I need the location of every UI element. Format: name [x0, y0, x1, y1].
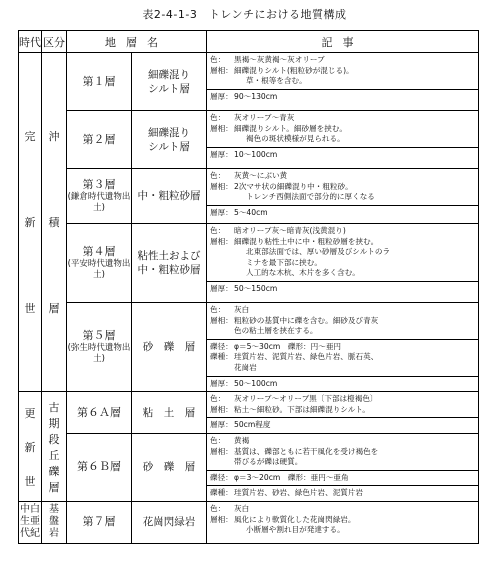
- division-char: 丘: [48, 448, 60, 462]
- description-label: 礫種：: [210, 352, 233, 362]
- description-text: トレンチ西側法面で部分的に厚くなる: [246, 192, 375, 202]
- description-separator: [207, 417, 478, 418]
- description-label: 層厚：: [210, 378, 233, 388]
- description-label: 層相：: [210, 446, 233, 456]
- layer-description: [207, 433, 479, 501]
- layer-label: 第２層: [67, 111, 132, 169]
- layer-name: 粘 土 層: [132, 392, 207, 434]
- era-char: 完: [24, 130, 36, 144]
- division-char: 礫: [48, 464, 60, 478]
- description-label: 色：: [210, 55, 226, 64]
- description-line: [210, 150, 478, 161]
- description-line: [210, 473, 478, 484]
- description-label: 層相：: [210, 315, 233, 325]
- description-text: 暗オリーブ灰～暗青灰(浅黄混り): [234, 226, 346, 235]
- era-char: 新: [24, 216, 36, 230]
- description-text: 帯びるが礫は硬質。: [234, 457, 303, 467]
- layer-name: 粘性土および 中・粗粒砂層: [132, 224, 207, 303]
- description-separator: [207, 89, 478, 90]
- division-char: 期: [48, 416, 60, 430]
- description-text: 灰オリーブ～オリーブ黒〔下部は橙褐色〕: [234, 394, 378, 404]
- description-line: [210, 76, 478, 87]
- era-koushinsei: [19, 392, 42, 502]
- description-label: 礫種：: [210, 488, 233, 498]
- description-line: [210, 182, 478, 193]
- layer-description: [207, 111, 479, 169]
- division-chuseki: [42, 53, 67, 392]
- layer-row: [19, 392, 479, 434]
- description-label: 層厚：: [210, 420, 233, 430]
- description-text: 基質は、礫部ともに若干風化を受け褐色を: [234, 446, 379, 456]
- layer-description: [207, 303, 479, 392]
- description-line: [210, 379, 478, 390]
- description-text: 人工的な木杭、木片を多く含む。: [246, 268, 360, 278]
- division-char: 沖: [48, 130, 60, 144]
- description-text: 黄褐: [234, 435, 250, 445]
- era-char: 新: [24, 440, 36, 454]
- description-line: [210, 208, 478, 219]
- description-label: 層厚：: [210, 283, 233, 293]
- description-text: 灰黄～にぶい黄: [234, 171, 288, 180]
- division-char: 古: [48, 400, 60, 414]
- description-line: [210, 92, 478, 103]
- layer-name: 中・粗粒砂層: [132, 169, 207, 224]
- description-line: [210, 515, 478, 526]
- layer-label: 第１層: [67, 53, 132, 111]
- header-row: [19, 31, 479, 53]
- layer-label: 第６Ａ層: [67, 392, 132, 434]
- division-kokidankyu: [42, 392, 67, 502]
- era-char: 更: [24, 406, 36, 420]
- description-line: [210, 326, 478, 337]
- description-line: [210, 171, 478, 182]
- layer-label: 第７層: [67, 501, 132, 543]
- description-line: [210, 316, 478, 327]
- description-text: 粗粒砂の基質中に礫を含む。細砂及び青灰: [234, 315, 379, 325]
- header-layer-name: 地層名: [67, 31, 207, 53]
- layer-row: [19, 303, 479, 392]
- header-description: 記事: [207, 31, 479, 53]
- era-char: 代紀: [20, 528, 40, 540]
- layer-row: [19, 224, 479, 303]
- description-text: φ＝5～30cm 礫形：円～亜円: [234, 341, 342, 351]
- description-text: 50cm程度: [234, 420, 271, 430]
- description-line: [210, 457, 478, 468]
- layer-name: 細礫混り シルト層: [132, 111, 207, 169]
- description-text: 50～150cm: [234, 283, 278, 293]
- description-label: 色：: [210, 226, 226, 235]
- description-separator: [207, 281, 478, 282]
- description-label: 層相：: [210, 514, 233, 524]
- description-separator: [207, 376, 478, 377]
- description-text: 灰白: [234, 503, 250, 513]
- description-text: 細礫混り粘性土中に中・粗粒砂層を挟む。: [234, 236, 379, 246]
- description-text: 細礫混りシルト(粗粒砂が混じる)。: [234, 65, 354, 75]
- description-text: 褐色の斑状模様が見られる。: [246, 134, 345, 144]
- layer-row: [19, 53, 479, 111]
- layer-name: 花崗閃緑岩: [132, 501, 207, 543]
- layer-name: 細礫混り シルト層: [132, 53, 207, 111]
- description-line: [210, 226, 478, 237]
- description-label: 色：: [210, 394, 226, 404]
- description-line: [210, 363, 478, 374]
- description-label: 層相：: [210, 236, 233, 246]
- division-char: 段: [48, 432, 60, 446]
- description-line: [210, 66, 478, 77]
- description-separator: [207, 147, 478, 148]
- description-text: 風化により軟質化した花崗閃緑岩。: [234, 514, 356, 524]
- description-line: [210, 525, 478, 536]
- description-line: [210, 342, 478, 353]
- description-text: 灰オリーブ～青灰: [234, 113, 295, 122]
- description-label: 礫径：: [210, 472, 233, 482]
- geology-table: [18, 30, 479, 544]
- description-label: 色：: [210, 435, 226, 445]
- description-label: 層相：: [210, 404, 233, 414]
- layer-description: [207, 392, 479, 434]
- description-text: 色の粘土層を挟在する。: [234, 326, 318, 336]
- description-text: 黒褐～灰黄褐～灰オリーブ: [234, 55, 325, 64]
- description-line: [210, 447, 478, 458]
- description-line: [210, 134, 478, 145]
- description-line: [210, 394, 478, 405]
- division-char: 積: [48, 216, 60, 230]
- description-text: 北東部法面では、厚い砂層及びシルトのラ: [246, 247, 391, 257]
- description-label: 層相：: [210, 123, 233, 133]
- description-text: 珪質片岩、泥質片岩、緑色片岩、脈石英、: [234, 352, 379, 362]
- era-char: 世: [24, 474, 36, 488]
- description-text: 50～100cm: [234, 378, 278, 388]
- description-text: 珪質片岩、砂岩、緑色片岩、泥質片岩: [234, 488, 364, 498]
- description-separator: [207, 205, 478, 206]
- description-label: 礫径：: [210, 341, 233, 351]
- era-chuseidai: [19, 501, 42, 543]
- layer-description: [207, 53, 479, 111]
- description-label: 層厚：: [210, 91, 233, 101]
- layer-label: 第５層 (弥生時代遺物出土): [67, 303, 132, 392]
- description-line: [210, 113, 478, 124]
- description-label: 層厚：: [210, 149, 233, 159]
- description-text: 花崗岩: [234, 362, 257, 372]
- description-text: 2次マサ状の細礫混り中・粗粒砂。: [234, 181, 353, 191]
- description-text: 5～40cm: [234, 207, 268, 217]
- description-text: 草・根等を含む。: [246, 76, 307, 86]
- description-label: 層厚：: [210, 207, 233, 217]
- description-separator: [207, 339, 478, 340]
- description-line: [210, 237, 478, 248]
- description-separator: [207, 470, 478, 471]
- layer-row: [19, 169, 479, 224]
- description-line: [210, 55, 478, 66]
- description-line: [210, 192, 478, 203]
- era-kanshinsei: [19, 53, 42, 392]
- layer-label: 第６Ｂ層: [67, 433, 132, 501]
- layer-label: 第３層 (鎌倉時代遺物出土): [67, 169, 132, 224]
- era-char: 世: [24, 302, 36, 316]
- division-char: 基: [49, 504, 59, 516]
- description-line: [210, 268, 478, 279]
- description-text: 10～100cm: [234, 149, 278, 159]
- description-label: 色：: [210, 305, 226, 314]
- header-division: 区分: [42, 31, 67, 53]
- division-char: 層: [48, 480, 60, 494]
- description-label: 色：: [210, 171, 226, 180]
- division-char: 層: [48, 302, 60, 316]
- description-text: 灰白: [234, 305, 250, 314]
- description-line: [210, 305, 478, 316]
- description-label: 層相：: [210, 65, 233, 75]
- description-line: [210, 420, 478, 431]
- header-era: 時代: [19, 31, 42, 53]
- description-separator: [207, 485, 478, 486]
- layer-label: 第４層 (平安時代遺物出土): [67, 224, 132, 303]
- description-line: [210, 284, 478, 295]
- layer-row: [19, 501, 479, 543]
- layer-row: [19, 433, 479, 501]
- description-line: [210, 258, 478, 269]
- layer-row: [19, 111, 479, 169]
- description-text: 粘土～細粒砂。下部は細礫混りシルト。: [234, 404, 370, 414]
- era-char: 生亜: [20, 516, 40, 528]
- layer-name: 砂 礫 層: [132, 433, 207, 501]
- era-char: 中白: [20, 504, 40, 516]
- division-kiban: [42, 501, 67, 543]
- division-char: 盤: [49, 516, 59, 528]
- description-line: [210, 352, 478, 363]
- description-line: [210, 436, 478, 447]
- layer-description: [207, 501, 479, 543]
- description-text: ミナを最下部に挟む。: [246, 257, 322, 267]
- table-title: 表2-4-1-3 トレンチにおける地質構成: [142, 8, 347, 21]
- description-label: 色：: [210, 503, 226, 513]
- description-label: 層相：: [210, 181, 233, 191]
- division-char: 岩: [49, 528, 59, 540]
- description-text: 90～130cm: [234, 91, 278, 101]
- layer-name: 砂 礫 層: [132, 303, 207, 392]
- description-line: [210, 247, 478, 258]
- description-line: [210, 488, 478, 499]
- description-text: 小断層や割れ目が発達する。: [246, 525, 345, 535]
- description-line: [210, 124, 478, 135]
- layer-description: [207, 169, 479, 224]
- description-text: 細礫混りシルト。細砂層を挟む。: [234, 123, 348, 133]
- description-line: [210, 504, 478, 515]
- layer-description: [207, 224, 479, 303]
- description-text: φ＝3～20cm 礫形：亜円～亜角: [234, 472, 349, 482]
- description-label: 色：: [210, 113, 226, 122]
- description-line: [210, 405, 478, 416]
